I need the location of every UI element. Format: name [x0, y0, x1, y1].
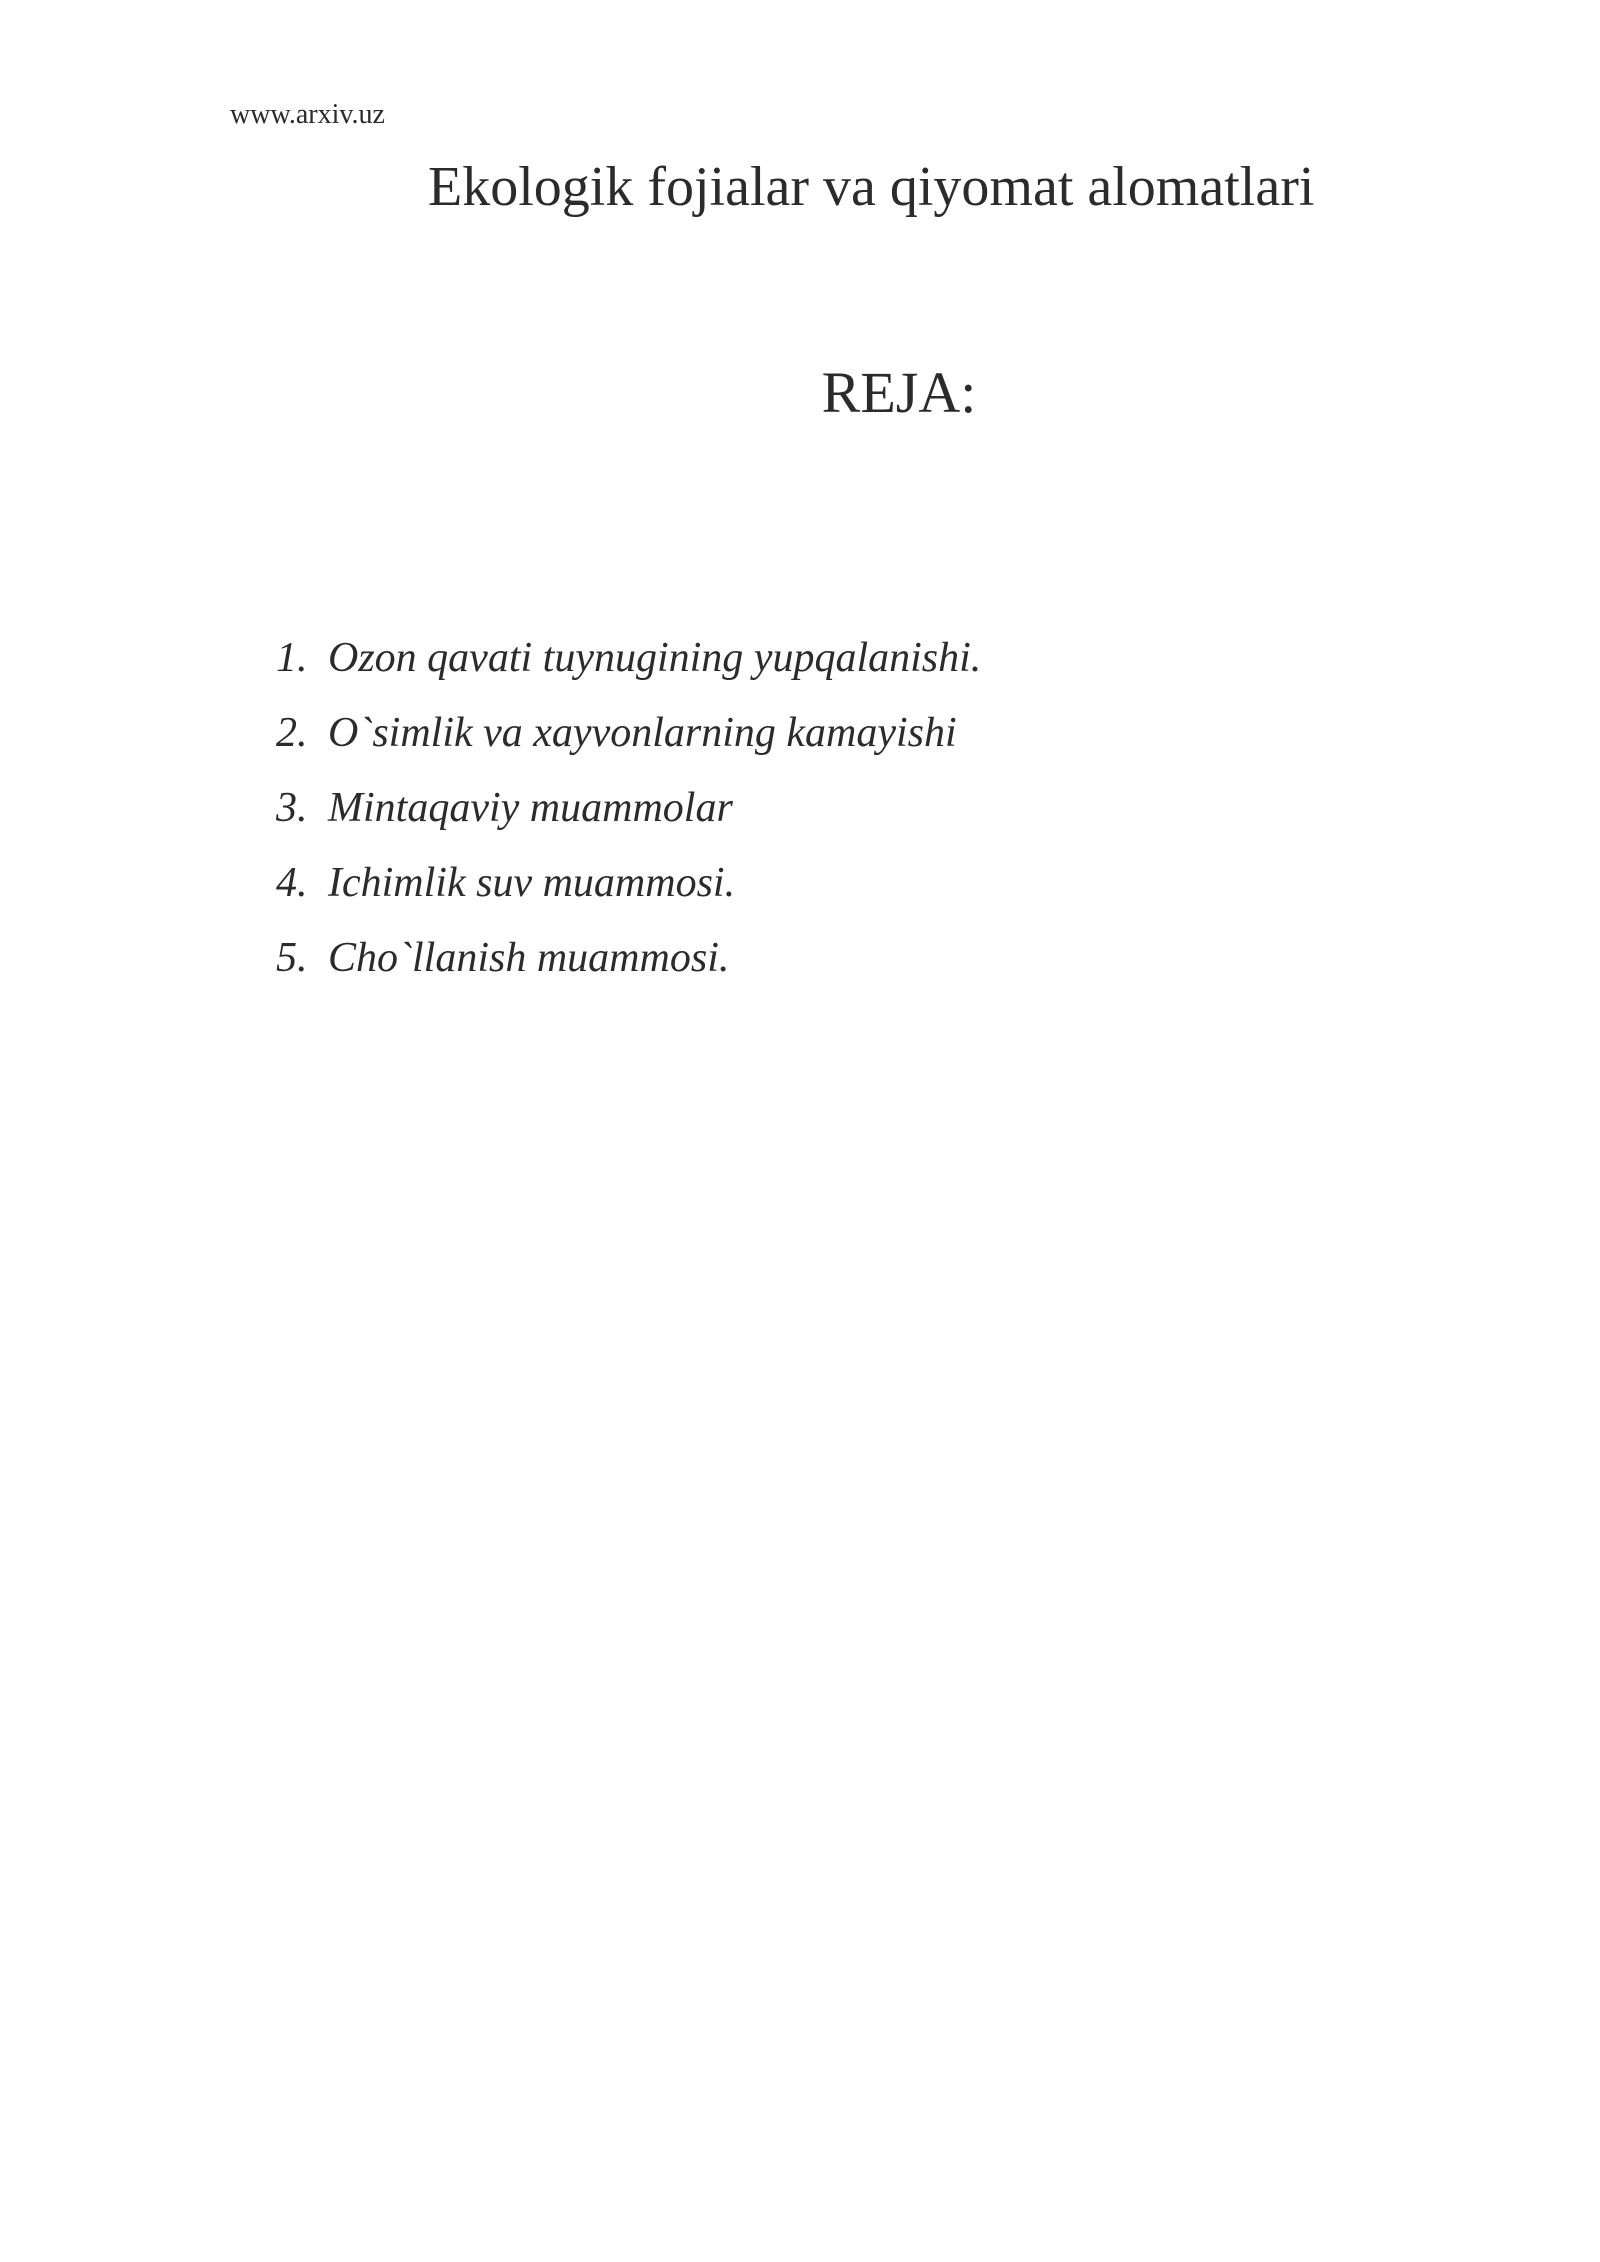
plan-item-number: 3.	[276, 785, 308, 831]
plan-item-text: Cho`llanish muammosi.	[328, 935, 730, 981]
plan-item-text: Ichimlik suv muammosi.	[328, 860, 736, 906]
document-title: Ekologik fojialar va qiyomat alomatlari	[428, 156, 1315, 218]
plan-item-number: 2.	[276, 710, 308, 756]
site-url: www.arxiv.uz	[230, 99, 385, 130]
plan-item-text: Ozon qavati tuynugining yupqalanishi.	[328, 635, 982, 681]
plan-item-text: Mintaqaviy muammolar	[328, 785, 733, 831]
plan-item-2	[276, 696, 981, 771]
plan-item-number: 5.	[276, 935, 308, 981]
plan-item-number: 4.	[276, 860, 308, 906]
plan-list	[276, 621, 981, 996]
plan-item-text: O`simlik va xayvonlarning kamayishi	[328, 710, 957, 756]
plan-item-4	[276, 846, 981, 921]
plan-item-5	[276, 921, 981, 996]
plan-item-3	[276, 771, 981, 846]
plan-item-number: 1.	[276, 635, 308, 681]
plan-heading: REJA:	[821, 360, 977, 425]
plan-item-1	[276, 621, 981, 696]
